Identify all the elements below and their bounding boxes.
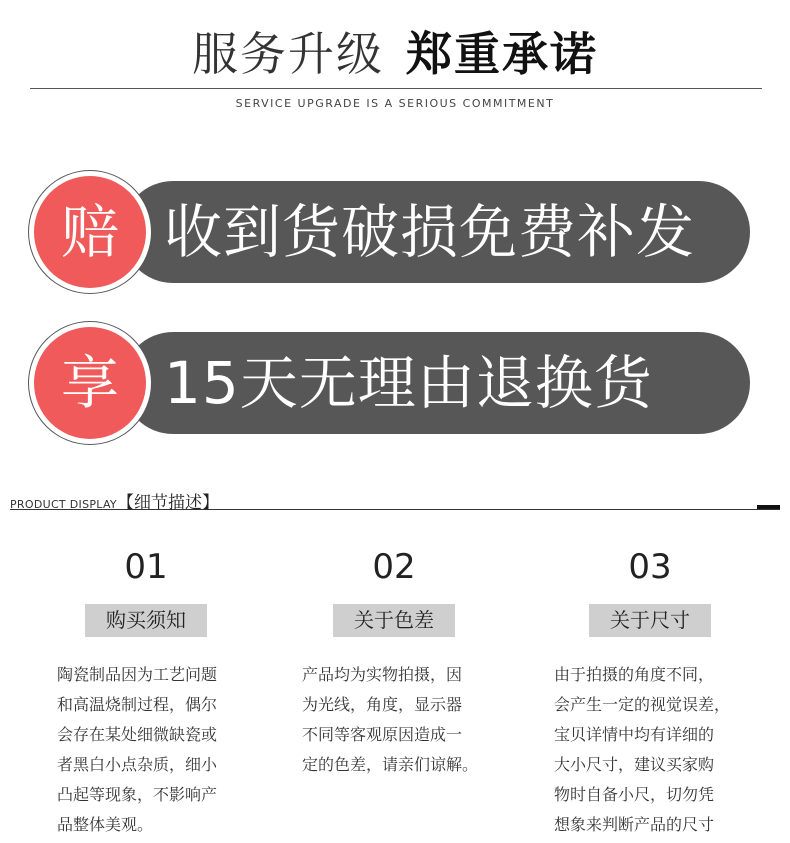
header-divider bbox=[30, 88, 762, 89]
page-subtitle: SERVICE UPGRADE IS A SERIOUS COMMITMENT bbox=[235, 97, 555, 110]
banner-damage-reship bbox=[34, 176, 750, 288]
column-text: 产品均为实物拍摄，因 为光线，角度，显示器 不同等客观原因造成一 定的色差，请亲们谅解。 bbox=[302, 665, 479, 774]
column-number: 03 bbox=[628, 547, 672, 587]
column-text: 陶瓷制品因为工艺问题 和高温烧制过程，偶尔 会存在某处细微缺瓷或 者黑白小点杂质，细小 凸起等现象，不影响产 品整体美观。 bbox=[57, 665, 218, 834]
column-tag: 关于色差 bbox=[333, 604, 455, 637]
section-label-en: PRODUCT DISPLAY bbox=[10, 498, 117, 511]
section-divider bbox=[10, 509, 780, 510]
banner-return-policy bbox=[34, 327, 750, 439]
column-number: 01 bbox=[124, 547, 168, 587]
info-column-size bbox=[540, 545, 760, 834]
title-service-upgrade: 服务升级 bbox=[192, 27, 384, 81]
section-label-cn: 【细节描述】 bbox=[116, 493, 219, 513]
title-serious-commitment: 郑重承诺 bbox=[406, 27, 598, 81]
column-text: 由于拍摄的角度不同， 会产生一定的视觉误差， 宝贝详情中均有详细的 大小尺寸，建议买家购 物时自备小尺，切勿凭 想象来判断产品的尺寸 bbox=[554, 665, 731, 834]
column-tag: 关于尺寸 bbox=[589, 604, 711, 637]
column-tag: 购买须知 bbox=[85, 604, 207, 637]
banner-text: 收到货破损免费补发 bbox=[164, 198, 696, 266]
banner-text: 15天无理由退换货 bbox=[164, 349, 653, 417]
badge-circle: 赔 bbox=[34, 176, 146, 288]
info-column-color bbox=[284, 545, 504, 774]
section-divider-accent bbox=[757, 505, 780, 509]
page-title bbox=[0, 18, 790, 84]
info-column-purchase bbox=[36, 545, 256, 834]
column-number: 02 bbox=[372, 547, 416, 587]
badge-circle: 享 bbox=[34, 327, 146, 439]
